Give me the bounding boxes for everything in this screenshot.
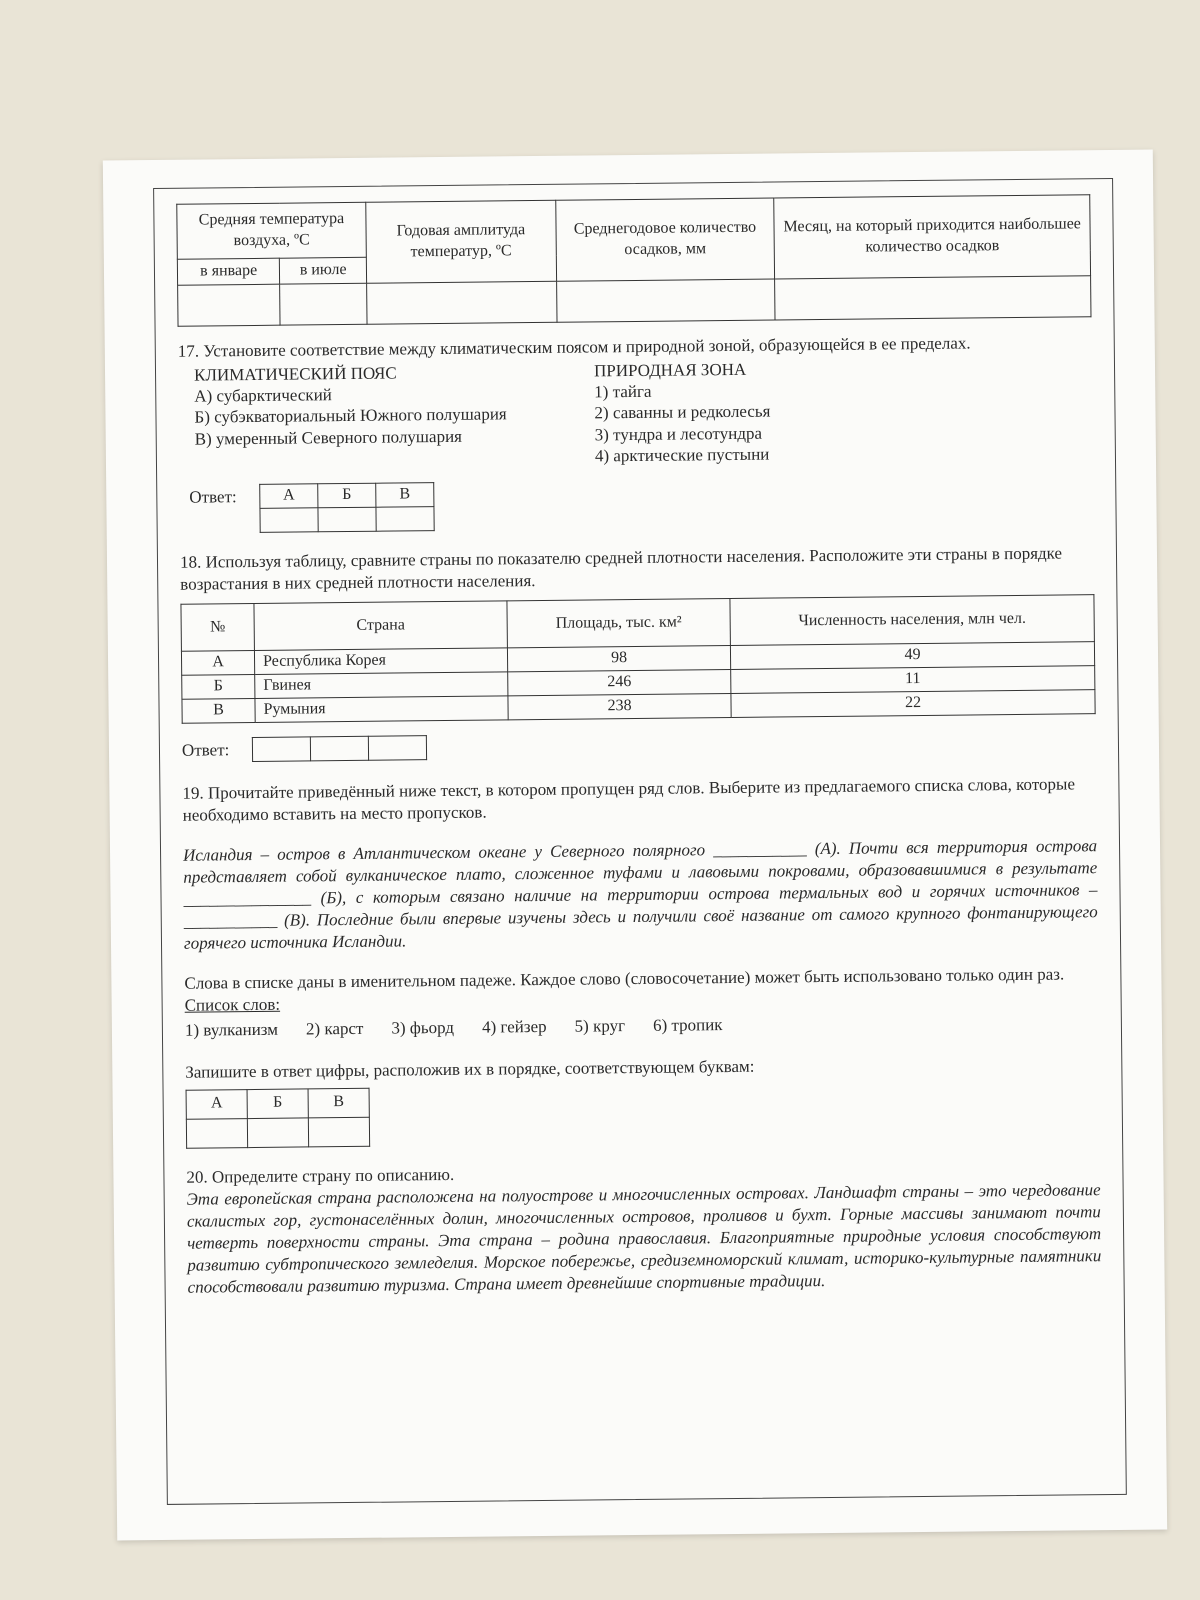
question-20 [186, 1157, 1101, 1299]
word-item: 4) гейзер [481, 1016, 547, 1037]
question-19-instruction: Запишите в ответ цифры, расположив их в порядке, соответствующем буквам: [185, 1056, 755, 1082]
q19-answer-table [186, 1088, 371, 1149]
answer-col-v: В [376, 483, 434, 508]
list-item: А) субарктический [194, 385, 332, 406]
climate-sub-january: в январе [177, 258, 280, 285]
list-item: 3) тундра и лесотундра [594, 423, 763, 445]
page-frame [153, 178, 1127, 1505]
natural-zone-title: ПРИРОДНАЯ ЗОНА [593, 359, 747, 381]
table-cell: 11 [731, 666, 1095, 694]
question-19 [182, 773, 1100, 1149]
table-cell: 22 [731, 690, 1095, 718]
climate-col-precipitation: Среднегодовое количество осадков, мм [555, 198, 775, 281]
list-item: 2) саванны и редколесья [594, 401, 771, 423]
word-item: 6) тропик [652, 1014, 723, 1035]
natural-zone-list [574, 358, 771, 466]
word-item: 2) карст [305, 1018, 364, 1039]
table-cell: В [182, 698, 255, 723]
climate-col-amplitude: Годовая амплитуда температур, ºС [366, 200, 556, 283]
table-cell: Гвинея [255, 672, 508, 698]
question-17-text: 17. Установите соответствие между климатическим поясом и природной зоной, образующейся в ее пределах. [177, 333, 971, 361]
question-19-note: Слова в списке даны в именительном падеже. Каждое слово (словосочетание) может быть использовано только один раз. [184, 964, 1065, 994]
climate-col-temperature: Средняя температура воздуха, ºС [177, 202, 367, 259]
answer-cell[interactable] [318, 507, 376, 532]
climate-belt-title: КЛИМАТИЧЕСКИЙ ПОЯС [193, 363, 397, 385]
table-cell: Румыния [255, 696, 508, 722]
page-content [176, 194, 1101, 1299]
answer-label: Ответ: [189, 487, 237, 507]
table-cell: 98 [507, 646, 730, 672]
climate-table [176, 194, 1091, 326]
q17-answer-table [259, 482, 435, 533]
word-item: 1) вулканизм [184, 1019, 279, 1040]
word-item: 3) фьорд [391, 1017, 455, 1038]
answer-col-b: Б [318, 483, 376, 508]
question-20-passage: Эта европейская страна расположена на полуострове и многочисленных островах. Ландшафт страны – это чередование скалистых гор, густонаселённых долин, многочисленных островов, проливов и бухт. Горные массивы занимают почти четверть поверхности страны. Эта страна – родина православия. Благоприятные природные условия способствуют развитию субтропического земледелия. Морское побережье, средиземноморский климат, историко-культурные памятники способствовали развитию туризма. Страна имеет древнейшие спортивные традиции. [186, 1179, 1102, 1297]
answer-cell[interactable] [186, 1118, 247, 1148]
list-item: В) умеренный Северного полушария [194, 426, 463, 449]
list-item: 1) тайга [594, 381, 652, 402]
density-col-area: Площадь, тыс. км² [507, 599, 730, 648]
table-cell: Республика Корея [254, 648, 507, 674]
density-col-number: № [181, 604, 254, 652]
question-19-passage: Исландия – остров в Атлантическом океане у Северного полярного ___________ (А). Почти вся территория острова представляет собой вулканическое плато, сложенное туфами и лавовыми покровами, образовавшимися в результате _______________ (Б), с которым связано наличие на территории острова термальных вод и горячих источников – ___________ (В). Последние были впервые изучены здесь и получили своё название от самого крупного фонтанирующего горячего источника Исландии. [182, 836, 1098, 954]
question-17 [178, 331, 1094, 534]
density-col-population: Численность населения, млн чел. [730, 595, 1094, 646]
table-cell: 246 [508, 670, 731, 696]
climate-answer-cell[interactable] [367, 281, 557, 324]
table-cell: А [181, 651, 254, 676]
density-col-country: Страна [254, 601, 507, 651]
answer-cell[interactable] [247, 1118, 308, 1148]
question-18 [180, 542, 1096, 762]
density-table [180, 595, 1095, 724]
table-cell: Б [182, 675, 255, 700]
table-cell: 238 [508, 693, 731, 719]
climate-answer-cell[interactable] [178, 284, 281, 326]
climate-answer-cell[interactable] [556, 279, 775, 322]
climate-sub-july: в июле [280, 257, 367, 284]
question-19-text: 19. Прочитайте приведённый ниже текст, в котором пропущен ряд слов. Выберите из предлагаемого списка слова, которые необходимо вставить на место пропусков. [182, 774, 1076, 825]
answer-col-b: Б [247, 1089, 308, 1119]
question-20-text: 20. Определите страну по описанию. [186, 1164, 455, 1187]
word-list-title: Список слов: [184, 995, 281, 1016]
climate-col-wettest-month: Месяц, на который приходится наибольшее количество осадков [774, 195, 1091, 279]
answer-label: Ответ: [181, 739, 230, 760]
answer-cell[interactable] [310, 736, 368, 761]
answer-cell[interactable] [252, 737, 310, 762]
answer-col-a: А [260, 484, 318, 509]
answer-cell[interactable] [308, 1117, 369, 1147]
answer-col-v: В [308, 1088, 369, 1118]
answer-cell[interactable] [376, 507, 434, 532]
question-18-text: 18. Используя таблицу, сравните страны по показателю средней плотности населения. Расположите эти страны в порядке возрастания в них средней плотности населения. [179, 543, 1063, 594]
answer-cell[interactable] [368, 735, 426, 760]
table-cell: 49 [730, 642, 1094, 670]
list-item: Б) субэкваториальный Южного полушария [194, 404, 507, 427]
word-item: 5) круг [574, 1015, 626, 1036]
answer-cell[interactable] [260, 508, 318, 533]
q18-answer-box [252, 735, 427, 762]
answer-col-a: А [186, 1089, 247, 1119]
list-item: 4) арктические пустыни [594, 444, 770, 466]
climate-answer-cell[interactable] [280, 283, 367, 325]
climate-belt-list [194, 361, 575, 471]
worksheet-page [103, 150, 1167, 1541]
climate-answer-cell[interactable] [775, 275, 1091, 319]
